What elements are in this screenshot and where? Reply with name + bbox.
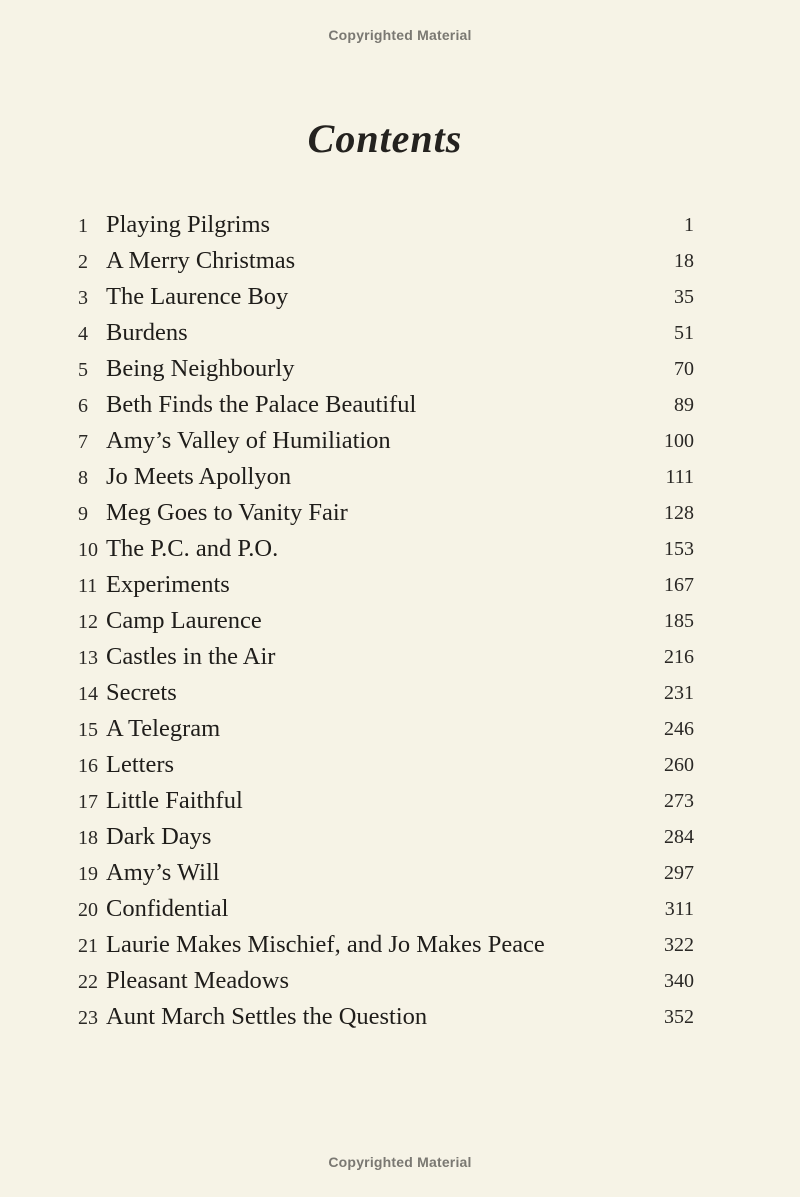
chapter-page-number: 35: [674, 286, 694, 308]
chapter-title: Camp Laurence: [106, 607, 262, 634]
chapter-page-number: 89: [674, 394, 694, 416]
toc-entry: [78, 351, 694, 387]
chapter-number: 16: [78, 755, 98, 777]
chapter-page-number: 231: [664, 682, 694, 704]
chapter-number: 14: [78, 683, 98, 705]
chapter-number: 11: [78, 575, 98, 597]
toc-entry: [78, 747, 694, 783]
chapter-number: 19: [78, 863, 98, 885]
chapter-title: Aunt March Settles the Question: [106, 1003, 428, 1030]
chapter-number: 4: [78, 323, 88, 345]
toc-entry: [78, 207, 694, 243]
toc-entry: [78, 711, 694, 747]
toc-entry: [78, 243, 694, 279]
table-of-contents: [78, 207, 694, 1035]
toc-entry: [78, 855, 694, 891]
chapter-title: Secrets: [106, 679, 177, 706]
chapter-title: Being Neighbourly: [106, 355, 295, 382]
chapter-number: 22: [78, 971, 98, 993]
chapter-number: 1: [78, 215, 88, 237]
toc-entry: [78, 891, 694, 927]
chapter-page-number: 128: [664, 502, 694, 524]
chapter-page-number: 111: [665, 466, 694, 488]
chapter-number: 10: [78, 539, 98, 561]
toc-entry: [78, 315, 694, 351]
toc-entry: [78, 819, 694, 855]
toc-entry: [78, 495, 694, 531]
toc-entry: [78, 423, 694, 459]
chapter-page-number: 322: [664, 934, 694, 956]
chapter-title: Amy’s Valley of Humiliation: [106, 427, 391, 454]
chapter-number: 17: [78, 791, 98, 813]
chapter-page-number: 185: [664, 610, 694, 632]
chapter-page-number: 284: [664, 826, 694, 848]
toc-entry: [78, 783, 694, 819]
page-title: Contents: [307, 115, 463, 161]
chapter-page-number: 297: [664, 862, 694, 884]
chapter-title: Castles in the Air: [106, 643, 276, 670]
chapter-page-number: 153: [664, 538, 694, 560]
chapter-title: Playing Pilgrims: [106, 211, 271, 238]
toc-entry: [78, 387, 694, 423]
chapter-page-number: 260: [664, 754, 694, 776]
toc-entry: [78, 639, 694, 675]
toc-entry: [78, 567, 694, 603]
chapter-title: Beth Finds the Palace Beautiful: [106, 391, 417, 418]
chapter-page-number: 167: [664, 574, 694, 596]
chapter-page-number: 70: [674, 358, 694, 380]
chapter-title: Meg Goes to Vanity Fair: [106, 499, 348, 526]
chapter-number: 15: [78, 719, 98, 741]
toc-entry: [78, 963, 694, 999]
copyright-watermark-top: Copyrighted Material: [328, 27, 472, 43]
chapter-title: Letters: [106, 751, 175, 778]
chapter-title: Jo Meets Apollyon: [106, 463, 292, 490]
chapter-page-number: 273: [664, 790, 694, 812]
chapter-number: 18: [78, 827, 98, 849]
chapter-title: Confidential: [106, 895, 229, 922]
chapter-page-number: 100: [664, 430, 694, 452]
chapter-number: 21: [78, 935, 98, 957]
chapter-page-number: 1: [684, 214, 694, 236]
toc-entry: [78, 603, 694, 639]
chapter-number: 3: [78, 287, 88, 309]
chapter-page-number: 216: [664, 646, 694, 668]
chapter-number: 7: [78, 431, 88, 453]
copyright-watermark-bottom: Copyrighted Material: [328, 1154, 472, 1170]
chapter-title: A Merry Christmas: [106, 247, 296, 274]
toc-entry: [78, 459, 694, 495]
chapter-page-number: 311: [664, 898, 694, 920]
toc-entry: [78, 927, 694, 963]
chapter-page-number: 246: [664, 718, 694, 740]
toc-entry: [78, 999, 694, 1035]
chapter-number: 5: [78, 359, 88, 381]
chapter-number: 9: [78, 503, 88, 525]
chapter-number: 23: [78, 1007, 98, 1029]
chapter-number: 8: [78, 467, 88, 489]
chapter-page-number: 340: [664, 970, 694, 992]
chapter-title: A Telegram: [106, 715, 221, 742]
chapter-number: 20: [78, 899, 98, 921]
toc-entry: [78, 279, 694, 315]
chapter-title: Little Faithful: [106, 787, 243, 814]
chapter-number: 13: [78, 647, 98, 669]
chapter-page-number: 51: [674, 322, 694, 344]
chapter-number: 6: [78, 395, 88, 417]
chapter-number: 12: [78, 611, 98, 633]
toc-entry: [78, 675, 694, 711]
toc-entry: [78, 531, 694, 567]
chapter-page-number: 352: [664, 1006, 694, 1028]
chapter-title: Pleasant Meadows: [106, 967, 290, 994]
chapter-number: 2: [78, 251, 88, 273]
chapter-title: Dark Days: [106, 823, 212, 850]
chapter-title: Laurie Makes Mischief, and Jo Makes Peace: [106, 931, 545, 958]
chapter-title: Burdens: [106, 319, 188, 346]
chapter-title: Experiments: [106, 571, 230, 598]
chapter-title: The P.C. and P.O.: [106, 535, 279, 562]
chapter-page-number: 18: [674, 250, 694, 272]
chapter-title: The Laurence Boy: [106, 283, 289, 310]
chapter-title: Amy’s Will: [106, 859, 220, 886]
